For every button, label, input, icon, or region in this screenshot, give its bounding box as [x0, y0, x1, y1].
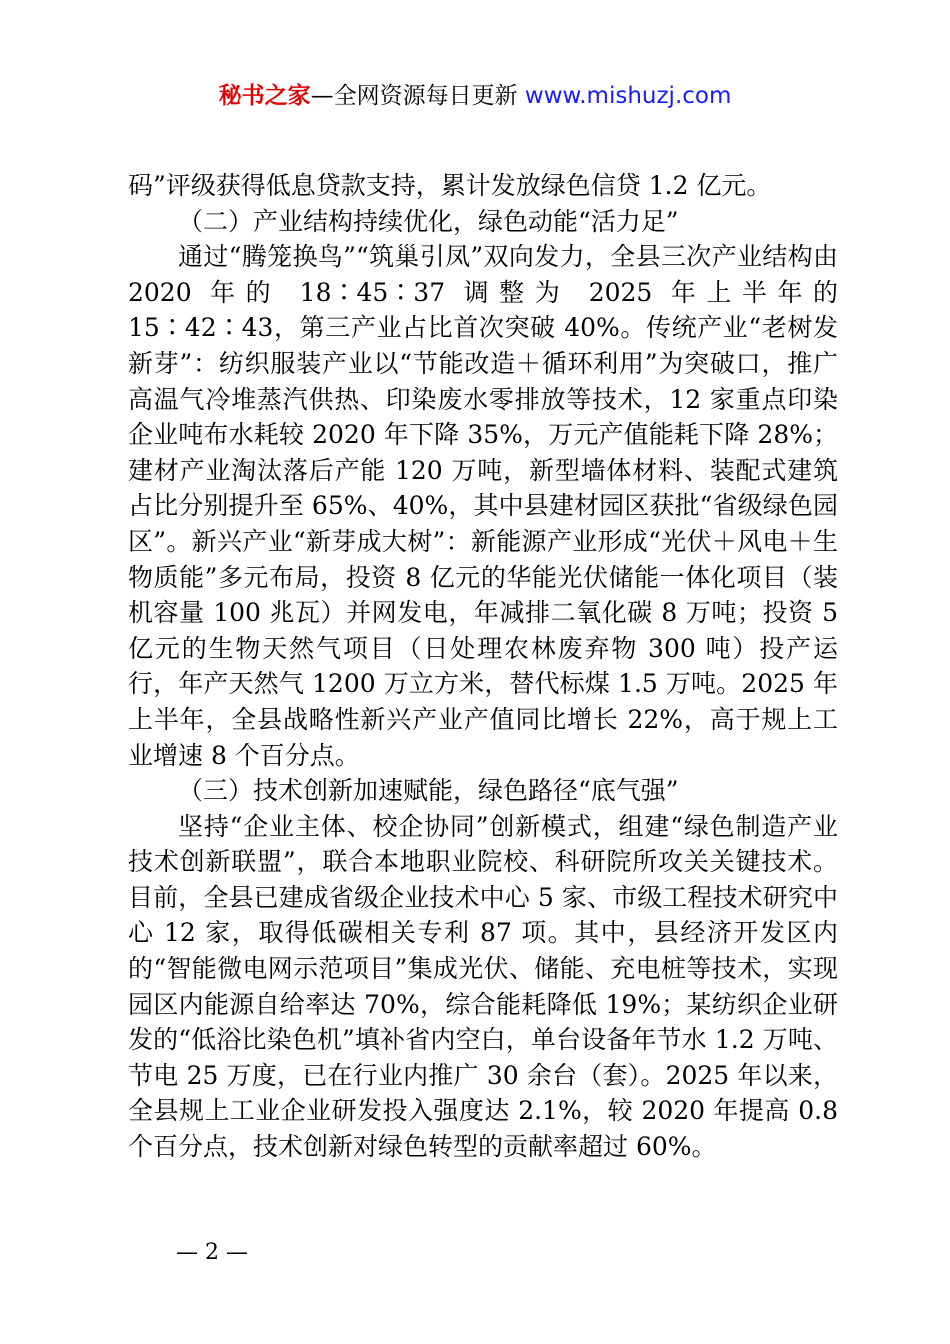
site-url-link[interactable]: www.mishuzj.com: [517, 83, 732, 109]
page-number: — 2 —: [176, 1240, 248, 1265]
paragraph-tech-innovation: 坚持“企业主体、校企协同”创新模式，组建“绿色制造产业技术创新联盟”，联合本地职业院校、科研院所攻关关键技术。目前，全县已建成省级企业技术中心 5 家、市级工程技术研究中心 12 家，取得低碳相关专利 87 项。其中，县经济开发区内的“智能微电网示范项目”集成光伏、储能、充电桩等技术，实现园区内能源自给率达 70%，综合能耗降低 19%；某纺织企业研发的“低浴比染色机”填补省内空白，单台设备年节水 1.2 万吨、节电 25 万度，已在行业内推广 30 余台（套）。2025 年以来，全县规上工业企业研发投入强度达 2.1%，较 2020 年提高 0.8 个百分点，技术创新对绿色转型的贡献率超过 60%。: [128, 811, 838, 1162]
section-heading-3: （三）技术创新加速赋能，绿色路径“底气强”: [178, 776, 679, 806]
paragraph-continuation: 码”评级获得低息贷款支持，累计发放绿色信贷 1.2 亿元。: [128, 171, 772, 200]
banner-tagline: —全网资源每日更新: [310, 83, 518, 109]
paragraph-industry-structure: 通过“腾笼换鸟”“筑巢引凤”双向发力，全县三次产业结构由 2020 年的 18∶45∶37 调整为 2025 年上半年的 15∶42∶43，第三产业占比首次突破 40%。传统产业“老树发新芽”：纺织服装产业以“节能改造＋循环利用”为突破口，推广高温气冷堆蒸汽供热、印染废水零排放等技术，12 家重点印染企业吨布水耗较 2020 年下降 35%，万元产值能耗下降 28%；建材产业淘汰落后产能 120 万吨，新型墙体材料、装配式建筑占比分别提升至 65%、40%，其中县建材园区获批“省级绿色园区”。新兴产业“新芽成大树”：新能源产业形成“光伏＋风电＋生物质能”多元布局，投资 8 亿元的华能光伏储能一体化项目（装机容量 100 兆瓦）并网发电，年减排二氧化碳 8 万吨；投资 5 亿元的生物天然气项目（日处理农林废弃物 300 吨）投产运行，年产天然气 1200 万立方米，替代标煤 1.5 万吨。2025 年上半年，全县战略性新兴产业产值同比增长 22%，高于规上工业增速 8 个百分点。: [128, 242, 838, 770]
brand-name: 秘书之家: [218, 83, 311, 109]
document-body: [128, 168, 838, 1165]
site-banner: [0, 80, 950, 112]
section-heading-2: （二）产业结构持续优化，绿色动能“活力足”: [178, 206, 679, 236]
